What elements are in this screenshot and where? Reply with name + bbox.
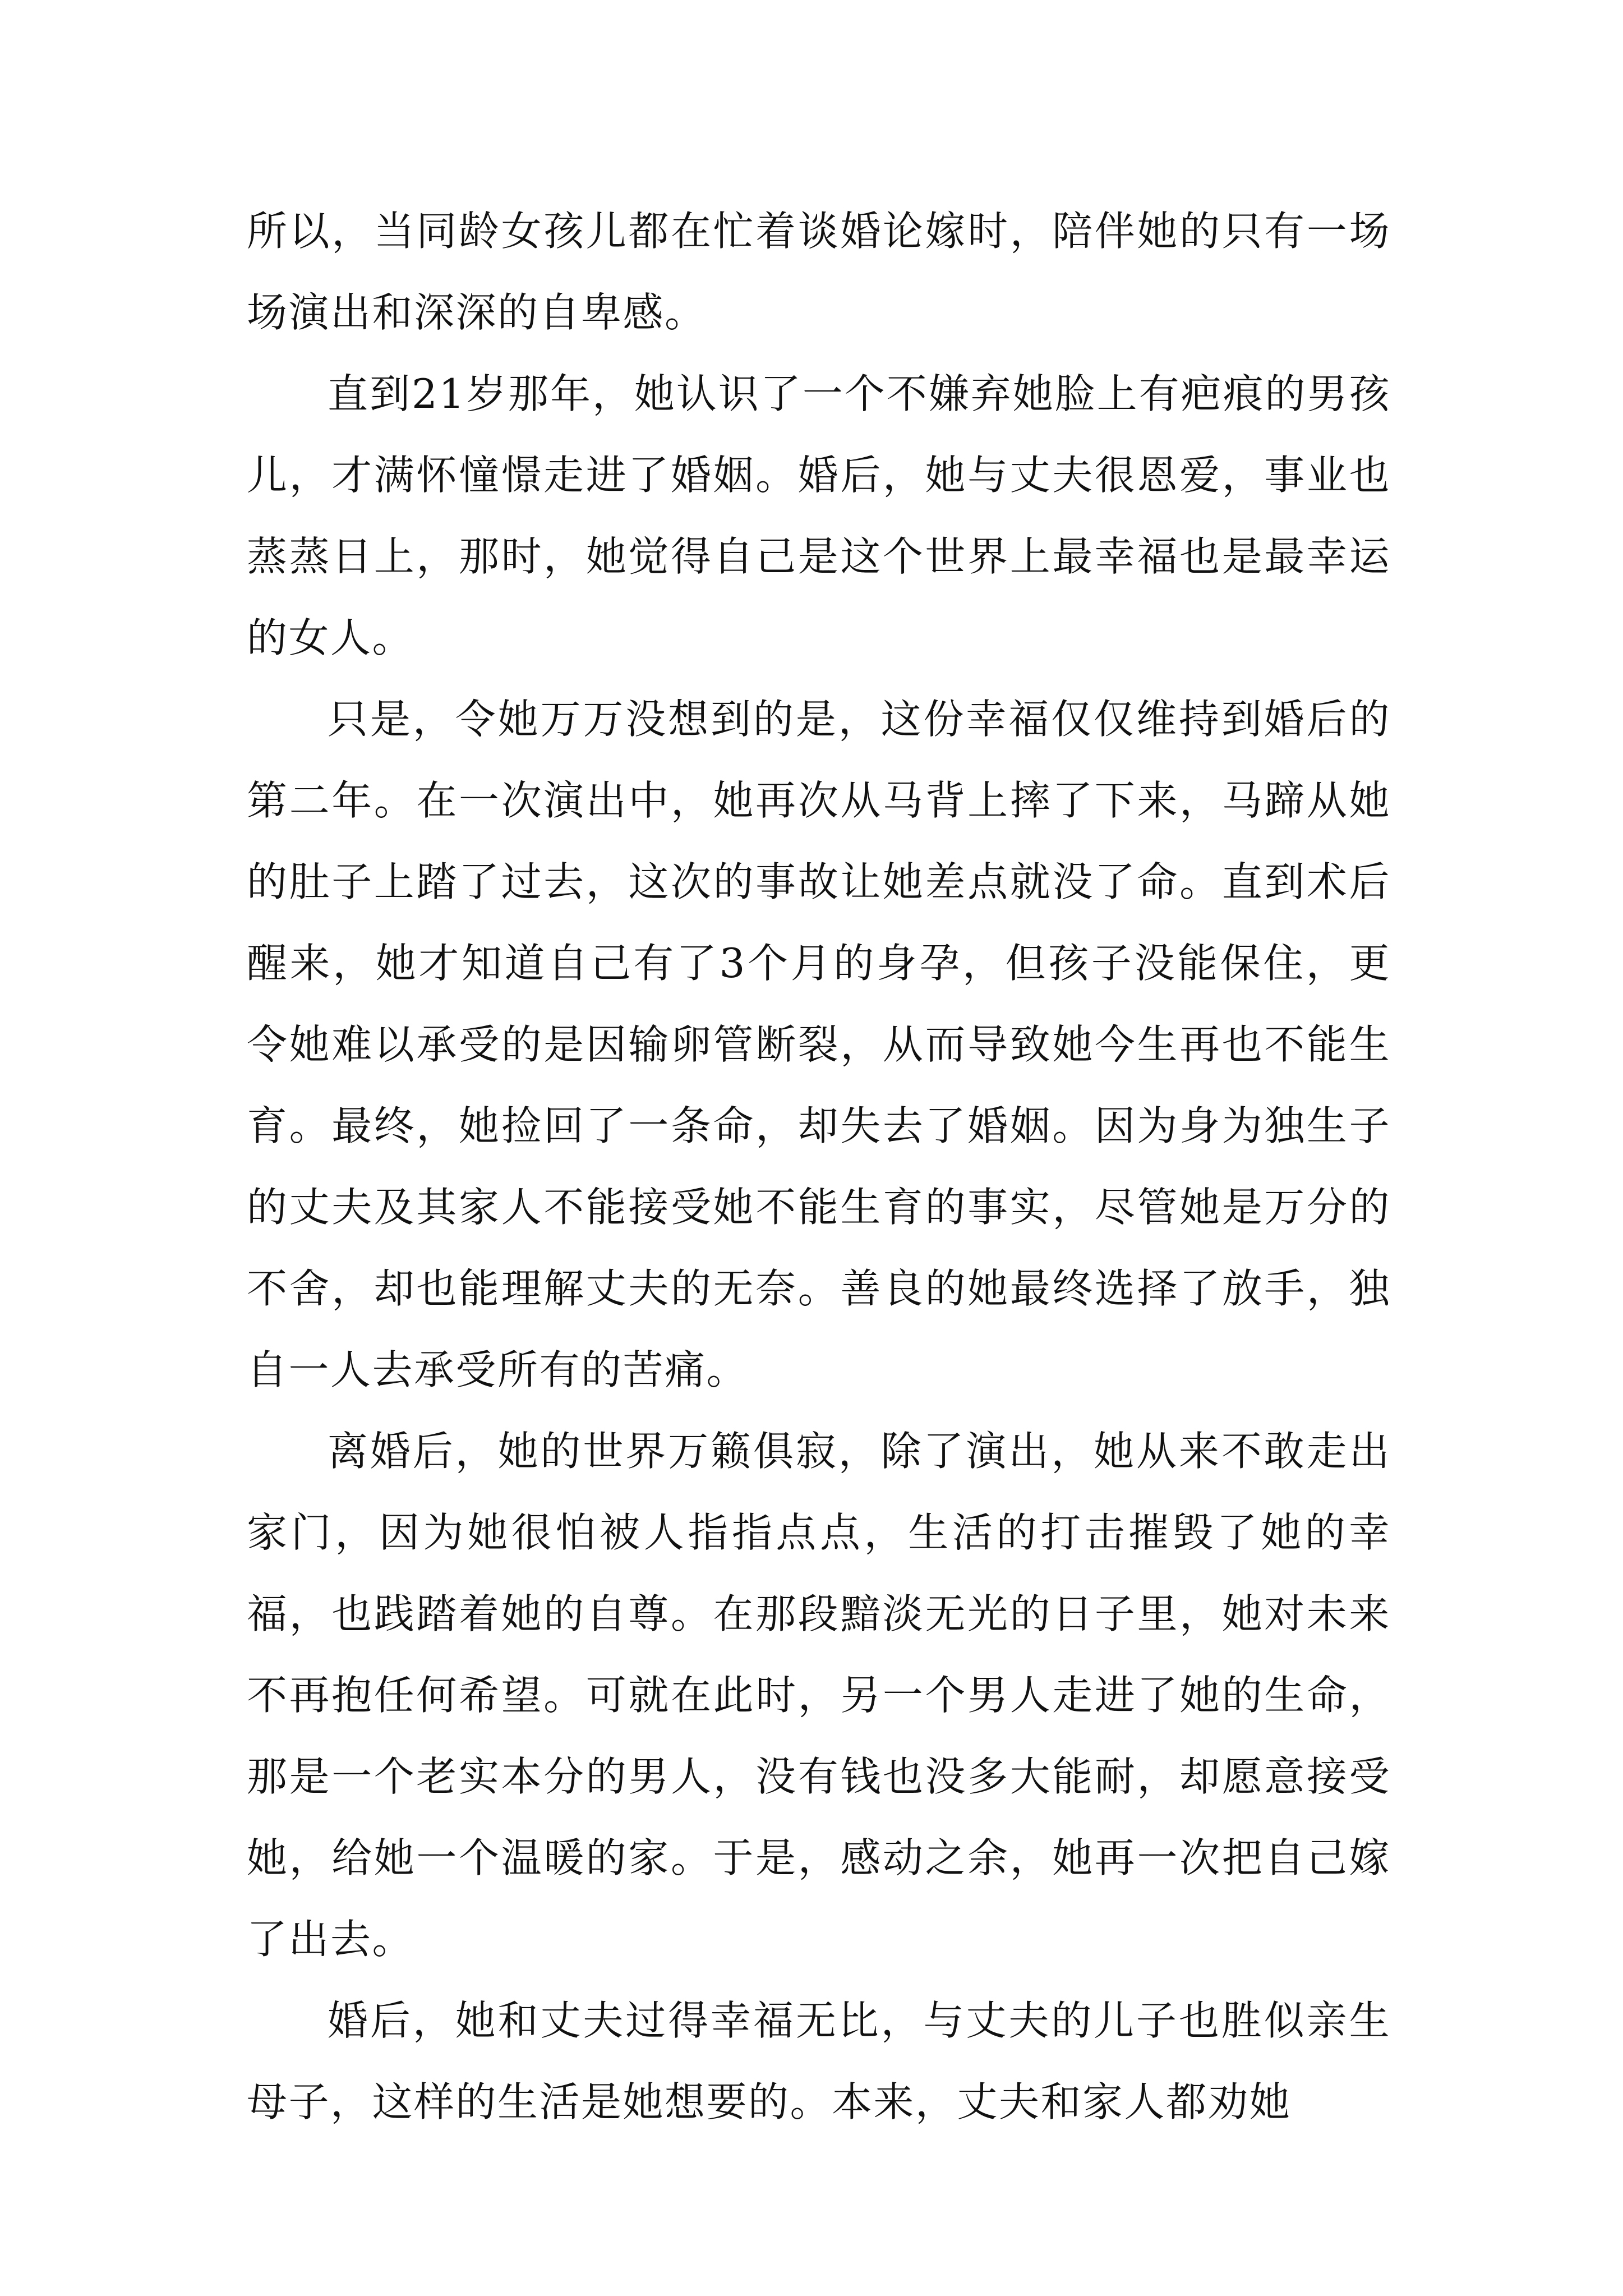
- paragraph-4: 离婚后，她的世界万籁俱寂，除了演出，她从来不敢走出家门，因为她很怕被人指指点点，生活的打击摧毁了她的幸福，也践踏着她的自尊。在那段黯淡无光的日子里，她对未来不再抱任何希望。可就在此时，另一个男人走进了她的生命，那是一个老实本分的男人，没有钱也没多大能耐，却愿意接受她，给她一个温暖的家。于是，感动之余，她再一次把自己嫁了出去。: [247, 1428, 1391, 1963]
- paragraph-3: 只是，令她万万没想到的是，这份幸福仅仅维持到婚后的第二年。在一次演出中，她再次从马背上摔了下来，马蹄从她的肚子上踏了过去，这次的事故让她差点就没了命。直到术后醒来，她才知道自己有了3个月的身孕，但孩子没能保住，更令她难以承受的是因输卵管断裂，从而导致她今生再也不能生育。最终，她捡回了一条命，却失去了婚姻。因为身为独生子的丈夫及其家人不能接受她不能生育的事实，尽管她是万分的不舍，却也能理解丈夫的无奈。善良的她最终选择了放手，独自一人去承受所有的苦痛。: [247, 696, 1391, 1393]
- body-text: [247, 191, 1391, 2143]
- paragraph-1: 所以，当同龄女孩儿都在忙着谈婚论嫁时，陪伴她的只有一场场演出和深深的自卑感。: [247, 208, 1391, 336]
- paragraph-5: 婚后，她和丈夫过得幸福无比，与丈夫的儿子也胜似亲生母子，这样的生活是她想要的。本来，丈夫和家人都劝她: [247, 1997, 1391, 2125]
- paragraph-2: 直到21岁那年，她认识了一个不嫌弃她脸上有疤痕的男孩儿，才满怀憧憬走进了婚姻。婚后，她与丈夫很恩爱，事业也蒸蒸日上，那时，她觉得自己是这个世界上最幸福也是最幸运的女人。: [247, 370, 1391, 661]
